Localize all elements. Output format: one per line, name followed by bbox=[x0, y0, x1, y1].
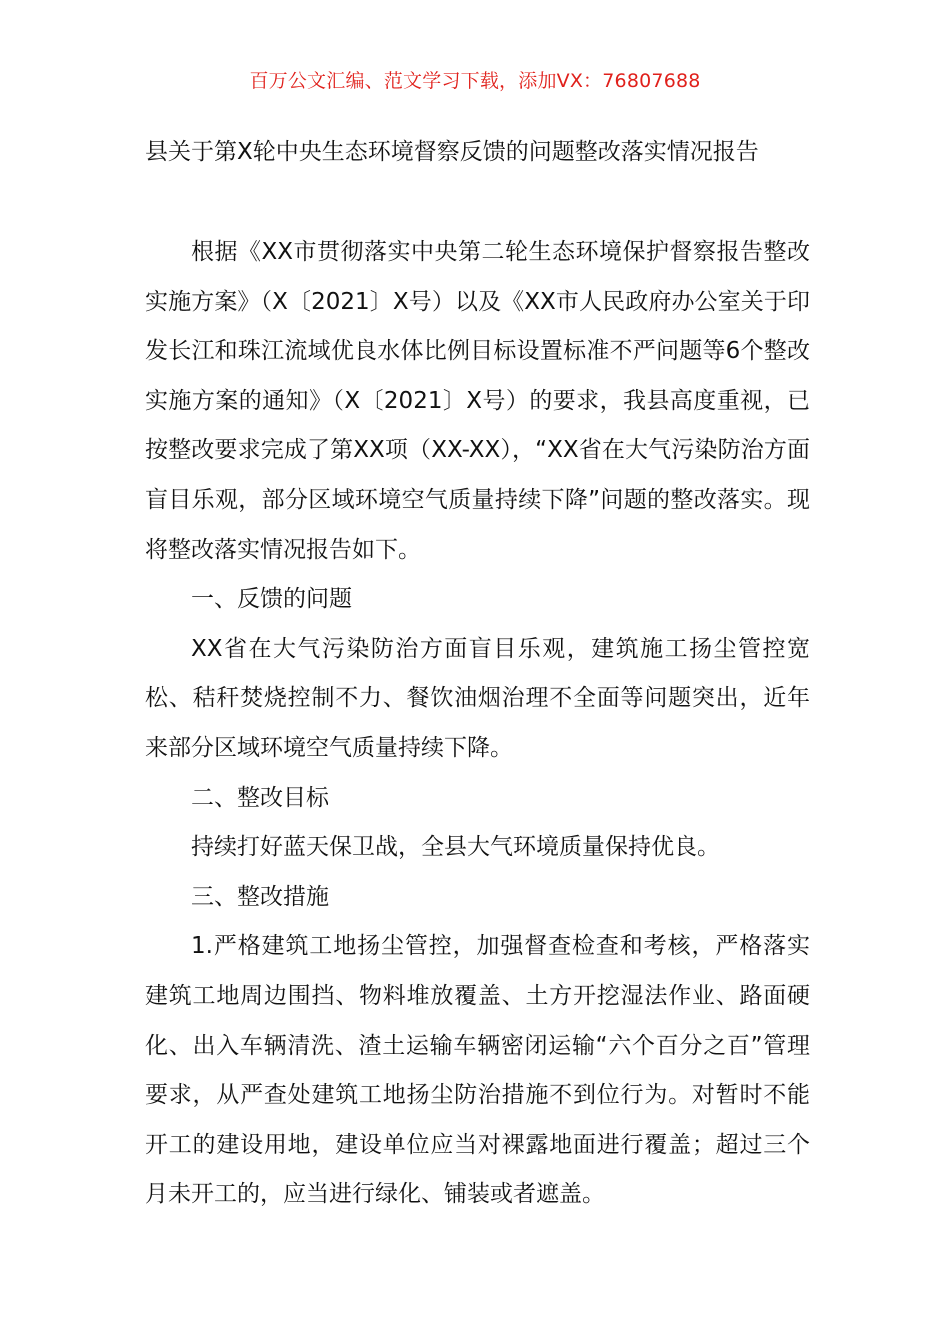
heading-rectification-goal: 二、整改目标 bbox=[191, 784, 329, 811]
heading-rectification-measures: 三、整改措施 bbox=[191, 883, 329, 910]
paragraph-feedback-issue: XX省在大气污染防治方面盲目乐观，建筑施工扬尘管控宽松、秸秆焚烧控制不力、餐饮油烟治理不全面等问题突出，近年来部分区域环境空气质量持续下降。 bbox=[145, 635, 810, 761]
document-title: 县关于第X轮中央生态环境督察反馈的问题整改落实情况报告 bbox=[145, 139, 759, 165]
watermark-banner: 百万公文汇编、范文学习下载，添加VX：76807688 bbox=[249, 70, 701, 92]
paragraph-intro: 根据《XX市贯彻落实中央第二轮生态环境保护督察报告整改实施方案》（X〔2021〕X号）以及《XX市人民政府办公室关于印发长江和珠江流域优良水体比例目标设置标准不严问题等6个整改实施方案的通知》（X〔2021〕X号）的要求，我县高度重视，已按整改要求完成了第XX项（XX-XX），“XX省在大气污染防治方面盲目乐观，部分区域环境空气质量持续下降”问题的整改落实。现将整改落实情况报告如下。 bbox=[145, 239, 810, 563]
heading-feedback-issue: 一、反馈的问题 bbox=[191, 586, 352, 613]
paragraph-rectification-goal: 持续打好蓝天保卫战，全县大气环境质量保持优良。 bbox=[191, 834, 720, 861]
paragraph-measure-1: 1.严格建筑工地扬尘管控，加强督查检查和考核，严格落实建筑工地周边围挡、物料堆放覆盖、土方开挖湿法作业、路面硬化、出入车辆清洗、渣土运输车辆密闭运输“六个百分之百”管理要求，从严查处建筑工地扬尘防治措施不到位行为。对暂时不能开工的建设用地，建设单位应当对裸露地面进行覆盖；超过三个月未开工的，应当进行绿化、铺装或者遮盖。 bbox=[145, 933, 810, 1208]
document-body bbox=[145, 228, 810, 1220]
